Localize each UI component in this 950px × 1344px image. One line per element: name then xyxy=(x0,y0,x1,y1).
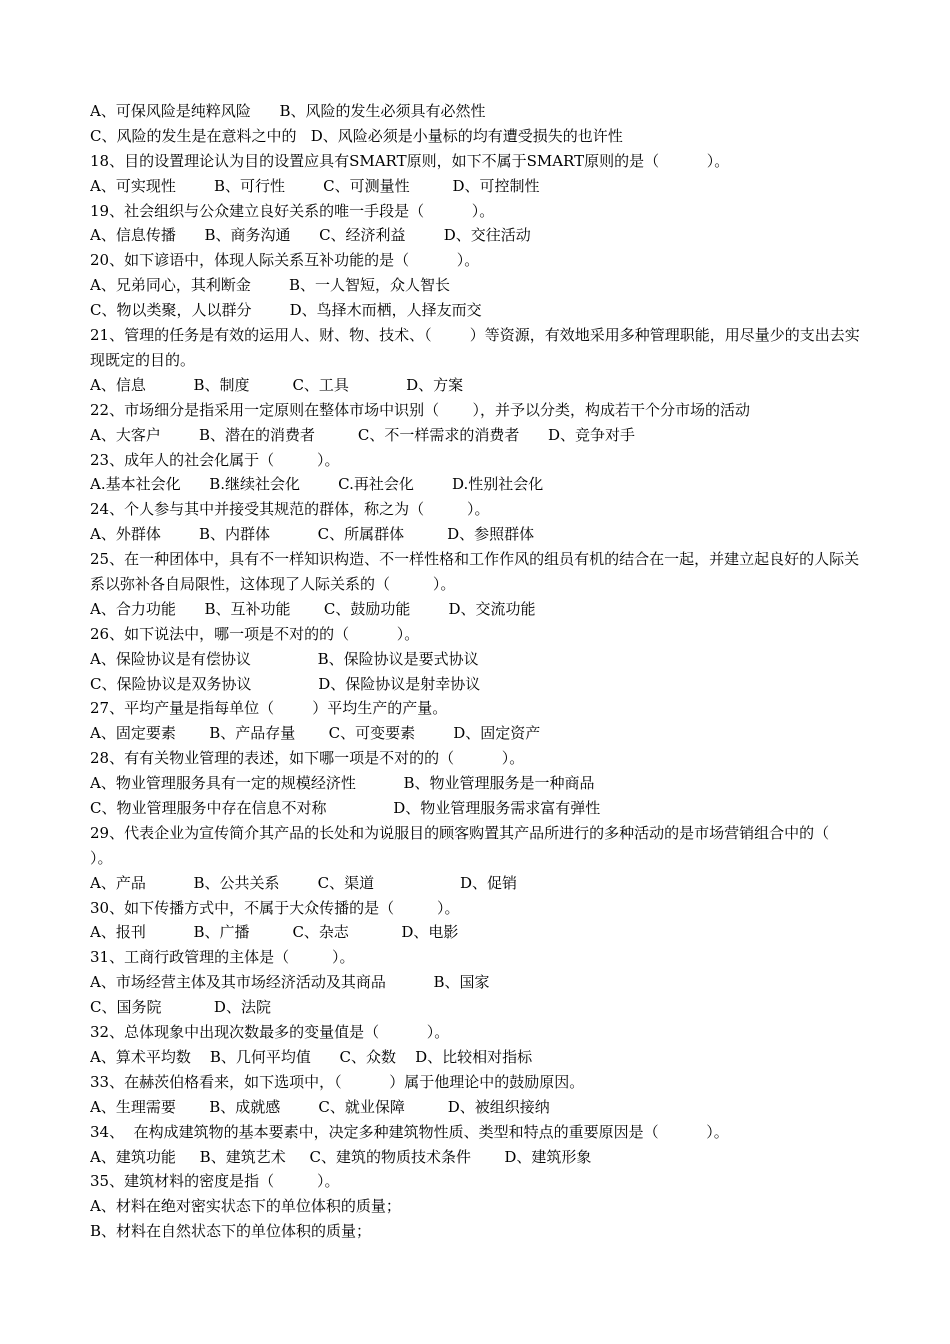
question-33: 33、在赫茨伯格看来，如下选项中，（ ）属于他理论中的鼓励原因。 xyxy=(90,1072,585,1091)
question-23: 23、成年人的社会化属于（ ）。 xyxy=(90,450,340,469)
question-27: 27、平均产量是指每单位（ ）平均生产的产量。 xyxy=(90,699,448,718)
question-32-options: A、算术平均数 B、几何平均值 C、众数 D、比较相对指标 xyxy=(90,1047,533,1066)
question-29-options: A、产品 B、公共关系 C、渠道 D、促销 xyxy=(90,873,518,892)
question-28-options-cd: C、物业管理服务中存在信息不对称 D、物业管理服务需求富有弹性 xyxy=(90,799,601,817)
question-19-options: A、信息传播 B、商务沟通 C、经济利益 D、交往活动 xyxy=(90,226,531,245)
question-21-options: A、信息 B、制度 C、工具 D、方案 xyxy=(90,375,464,394)
question-27-options: A、固定要素 B、产品存量 C、可变要素 D、固定资产 xyxy=(90,724,541,743)
question-28-options-ab: A、物业管理服务具有一定的规模经济性 B、物业管理服务是一种商品 xyxy=(90,774,595,793)
question-21: 21、管理的任务是有效的运用人、财、物、技术、（ ）等资源，有效地采用多种管理职能，用尽量少的支出去实现既定的目的。 xyxy=(90,326,860,369)
question-22-options: A、大客户 B、潜在的消费者 C、不一样需求的消费者 D、竞争对手 xyxy=(90,425,636,444)
question-28: 28、有有关物业管理的表述，如下哪一项是不对的的（ ）。 xyxy=(90,749,525,768)
question-22: 22、市场细分是指采用一定原则在整体市场中识别（ ），并予以分类，构成若干个分市场的活动 xyxy=(90,400,750,419)
question-29: 29、代表企业为宣传简介其产品的长处和为说服目的顾客购置其产品所进行的多种活动的是市场营销组合中的（ ）。 xyxy=(90,823,873,867)
question-20-options-cd: C、物以类聚，人以群分 D、鸟择木而栖，人择友而交 xyxy=(90,301,482,320)
question-18-options: A、可实现性 B、可行性 C、可测量性 D、可控制性 xyxy=(90,176,540,195)
question-33-options: A、生理需要 B、成就感 C、就业保障 D、被组织接纳 xyxy=(90,1097,550,1116)
question-25-options: A、合力功能 B、互补功能 C、鼓励功能 D、交流功能 xyxy=(90,599,536,618)
question-35-option-b: B、材料在自然状态下的单位体积的质量； xyxy=(90,1222,372,1241)
question-18: 18、目的设置理论认为目的设置应具有SMART原则，如下不属于SMART原则的是（ ）。 xyxy=(90,151,730,170)
text-line-1: A、可保风险是纯粹风险 B、风险的发生必须具有必然性 xyxy=(90,102,486,120)
question-32: 32、总体现象中出现次数最多的变量值是（ ）。 xyxy=(90,1023,450,1042)
question-25: 25、在一种团体中，具有不一样知识构造、不一样性格和工作作风的组员有机的结合在一起，并建立起良好的人际关系以弥补各自局限性，这体现了人际关系的（ ）。 xyxy=(90,550,860,593)
question-35: 35、建筑材料的密度是指（ ）。 xyxy=(90,1172,340,1191)
question-30-options: A、报刊 B、广播 C、杂志 D、电影 xyxy=(90,923,459,942)
question-34: 34、 在构成建筑物的基本要素中，决定多种建筑物性质、类型和特点的重要原因是（ ）。 xyxy=(90,1122,729,1141)
question-31: 31、工商行政管理的主体是（ ）。 xyxy=(90,948,355,967)
question-20: 20、如下谚语中，体现人际关系互补功能的是（ ）。 xyxy=(90,251,480,270)
text-line-2: C、风险的发生是在意料之中的 D、风险必须是小量标的均有遭受损失的也许性 xyxy=(90,126,623,145)
question-35-option-a: A、材料在绝对密实状态下的单位体积的质量； xyxy=(90,1197,401,1216)
question-26-options-cd: C、保险协议是双务协议 D、保险协议是射幸协议 xyxy=(90,674,481,693)
question-24: 24、个人参与其中并接受其规范的群体，称之为（ ）。 xyxy=(90,500,490,519)
question-19: 19、社会组织与公众建立良好关系的唯一手段是（ ）。 xyxy=(90,201,495,220)
question-23-options: A.基本社会化 B.继续社会化 C.再社会化 D.性别社会化 xyxy=(90,475,544,494)
question-26-options-ab: A、保险协议是有偿协议 B、保险协议是要式协议 xyxy=(90,649,479,668)
question-24-options: A、外群体 B、内群体 C、所属群体 D、参照群体 xyxy=(90,525,535,544)
question-26: 26、如下说法中，哪一项是不对的的（ ）。 xyxy=(90,624,420,643)
question-30: 30、如下传播方式中，不属于大众传播的是（ ）。 xyxy=(90,898,460,917)
question-34-options: A、建筑功能 B、建筑艺术 C、建筑的物质技术条件 D、建筑形象 xyxy=(90,1147,592,1166)
question-31-options-cd: C、国务院 D、法院 xyxy=(90,998,271,1017)
question-31-options-ab: A、市场经营主体及其市场经济活动及其商品 B、国家 xyxy=(90,973,490,992)
question-20-options-ab: A、兄弟同心，其利断金 B、一人智短，众人智长 xyxy=(90,276,451,295)
